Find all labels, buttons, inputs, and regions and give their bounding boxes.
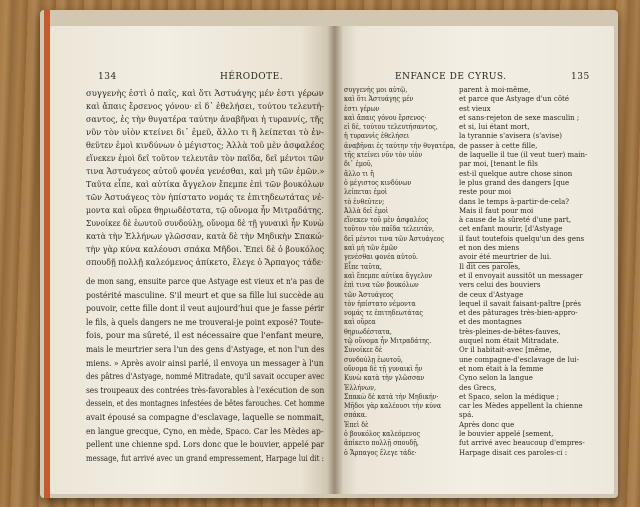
- french-gloss-line: il faut toutefois quelqu'un des gens: [459, 234, 585, 243]
- french-gloss-line: fut arrivé avec beaucoup d'empres-: [459, 439, 585, 448]
- french-gloss-line: Après donc que: [459, 420, 515, 429]
- french-gloss-line: et des pâturages très-bien-appro-: [459, 309, 578, 318]
- left-page-number: 134: [98, 72, 117, 82]
- greek-phrase-line: εἰ δὲ, τούτου τελευτήσαντος,: [344, 123, 438, 132]
- greek-phrase-line: ἐστι γέρων: [344, 104, 380, 113]
- right-interlinear-columns: [335, 86, 614, 486]
- greek-phrase-line: ὁ μέγιστος κινδύνων: [344, 178, 412, 187]
- greek-phrase-line: καὶ μὴ τῶν ἐμῶν: [344, 244, 398, 253]
- french-gloss-line: reste pour moi: [459, 188, 512, 197]
- fr-text-line: postérité masculine. S'il meurt et que sa fille lui succède au: [86, 290, 324, 301]
- french-gloss-line: de passer à cette fille,: [459, 141, 538, 150]
- french-gloss-line: auquel nom était Mitradate.: [459, 337, 559, 346]
- french-gloss-line: lequel il savait faisant-paître [prés: [459, 299, 582, 308]
- greek-phrase-line: θηριωδέστατα,: [344, 327, 392, 336]
- greek-phrase-line: εἵνεκεν τοῦ μὲν ἀσφαλέος: [344, 216, 429, 225]
- right-greek-column: [344, 86, 468, 458]
- fr-text-line: dessein, et des montagnes infestées de bêtes farouches. Cet homme: [86, 399, 325, 410]
- left-page-running-title: HÉRODOTE.: [220, 72, 284, 82]
- greek-phrase-line: καὶ ἄπαις γόνου ἔρσενος·: [344, 113, 427, 122]
- greek-text-line: Ταῦτα εἶπε, καὶ αὐτίκα ἄγγελον ἔπεμπε ἐπὶ τῶν βουκόλων: [86, 180, 324, 190]
- greek-phrase-line: Σπακὼ δὲ κατὰ τὴν Μηδικήν·: [344, 392, 439, 401]
- french-gloss-line: la tyrannie s'avisera (s'avise): [459, 132, 562, 141]
- french-gloss-line: de ceux d'Astyage: [459, 290, 524, 299]
- french-gloss-line: car les Mèdes appellent la chienne: [459, 402, 583, 411]
- greek-phrase-line: ἐπὶ τινα τῶν βουκόλων: [344, 281, 419, 290]
- greek-phrase-line: σπάκα.: [344, 411, 367, 420]
- greek-phrase-line: Εἶπε ταῦτα,: [344, 262, 382, 271]
- greek-text-line: καὶ ἄπαις ἔρσενος γόνου· εἰ δ᾿ ἐθελήσει, τούτου τελευτή-: [86, 102, 324, 112]
- greek-phrase-line: καὶ ὅτι Ἀστυάγης μέν: [344, 95, 414, 104]
- french-gloss-line: et sans-rejeton de sexe masculin ;: [459, 113, 580, 122]
- greek-text-line: σαντος, ἐς τὴν θυγατέρα ταύτην ἀναβῆναι ἡ τυραννίς, τῆς: [86, 115, 324, 125]
- greek-phrase-line: τῆς κτείνει νῦν τὸν υἱὸν: [344, 151, 423, 160]
- french-gloss-line: des Grecs,: [459, 383, 497, 392]
- greek-phrase-line: Ἀλλὰ δεῖ ἐμοὶ: [344, 206, 389, 215]
- right-page-number: 135: [571, 72, 590, 82]
- greek-text-line: τινα Ἀστυάγεος αὐτοῦ φονέα γενέσθαι, καὶ μὴ τῶν ἐμῶν.»: [86, 167, 325, 177]
- fr-text-line: ses troupeaux des contrées très-favorables à l'exécution de son: [86, 385, 325, 396]
- french-gloss-line: spá.: [459, 411, 474, 420]
- greek-phrase-line: συνδούλῃ ἑωυτοῦ,: [344, 355, 403, 364]
- greek-phrase-line: ὁ βουκόλος καλεόμενος: [344, 429, 421, 438]
- greek-text-line: Συνοίκεε δὲ ἑωυτοῦ συνδούλῃ, οὔνομα δὲ τῇ γυναικὶ ἦν Κυνὼ: [86, 219, 324, 229]
- greek-phrase-line: ἡ τυραννὶς ἐθελήσει: [344, 132, 410, 141]
- french-gloss-line: et Spaco, selon la médique ;: [459, 392, 559, 401]
- greek-phrase-line: καὶ οὔρεα: [344, 318, 376, 327]
- greek-phrase-line: καὶ ἔπεμπε αὐτίκα ἄγγελον: [344, 271, 433, 280]
- french-gloss-line: cet enfant mourir, [d'Astyage: [459, 225, 563, 234]
- right-page: [335, 26, 614, 494]
- fr-text-line: miens. » Après avoir ainsi parlé, il envoya un messager à l'un: [86, 358, 324, 369]
- fr-text-line: des pâtres d'Astyage, nommé Mitradate, qu'il savait occuper avec: [86, 372, 325, 383]
- fr-text-line: de mon sang, ensuite parce que Astyage est vieux et n'a pas de: [86, 277, 325, 287]
- greek-phrase-line: δεῖ μέντοι τινα τῶν Ἀστυάγεος: [344, 234, 445, 243]
- fr-text-line: pouvoir, cette fille dont il veut aujourd'hui que je fasse périr: [86, 304, 325, 315]
- french-gloss-line: très-pleines-de-bêtes-fauves,: [459, 327, 561, 336]
- french-gloss-line: et nom était à la femme: [459, 364, 544, 373]
- greek-phrase-line: Μῆδοι γὰρ καλέουσι τὴν κύνα: [344, 402, 442, 411]
- fr-text-line: mais le meurtrier sera l'un des gens d'Astyage, et non l'un des: [86, 345, 325, 355]
- french-gloss-line: et non des miens: [459, 244, 520, 253]
- left-page: [50, 26, 335, 494]
- french-gloss-line: par moi, [tenant le fils: [459, 160, 538, 169]
- french-gloss-line: est vieux: [459, 104, 491, 113]
- french-gloss-line: et il envoyait aussitôt un messager: [459, 271, 583, 280]
- greek-phrase-line: ἀναβῆναι ἐς ταύτην τὴν θυγατέρα,: [344, 141, 456, 150]
- french-gloss-line: Il dit ces paroles,: [459, 262, 521, 271]
- right-french-column: [459, 86, 587, 458]
- greek-phrase-line: τοῦτον τὸν παῖδα τελευτᾶν,: [344, 225, 434, 234]
- french-gloss-line: le plus grand des dangers [que: [459, 178, 570, 187]
- greek-phrase-line: τὸ ἐνθεῦτεν;: [344, 197, 385, 206]
- french-gloss-line: une compagne-d'esclavage de lui-: [459, 355, 579, 364]
- fr-text-line: fois, pour ma sûreté, il est nécessaire que l'enfant meure,: [86, 331, 324, 342]
- greek-phrase-line: νομάς τε ἐπιτηδεωτάτας: [344, 309, 423, 318]
- greek-phrase-line: Ἑλλήνων,: [344, 383, 376, 392]
- greek-phrase-line: οὔνομα δὲ τῇ γυναικὶ ἦν: [344, 364, 423, 373]
- greek-phrase-line: γενέσθαι φονέα αὐτοῦ.: [344, 253, 418, 262]
- greek-phrase-line: συγγενὴς μοι αὐτῷ,: [344, 86, 408, 94]
- fr-text-line: en langue grecque, Cyno, en mède, Spaco. Car les Mèdes ap-: [86, 426, 324, 437]
- french-gloss-line: et parce que Astyage d'un côté: [459, 95, 570, 104]
- french-gloss-line: le bouvier appelé [sement,: [459, 429, 554, 438]
- greek-phrase-line: τῶν Ἀστυάγεος: [344, 290, 394, 299]
- fr-text-line: avait épousé sa compagne d'esclavage, laquelle se nommait,: [86, 413, 325, 423]
- french-gloss-line: à cause de la sûreté d'une part,: [459, 216, 572, 225]
- greek-phrase-line: ἀπίκετο πολλῇ σπουδῇ,: [344, 439, 419, 448]
- greek-text-line: κατὰ τὴν Ἑλλήνων γλῶσσαν, κατὰ δὲ τὴν Μηδικὴν Σπακώ·: [86, 232, 325, 242]
- greek-text-line: τῶν Ἀστυάγεος τὸν ἠπίστατο νομάς τε ἐπιτηδεωτάτας νέ-: [86, 193, 324, 203]
- greek-text-line: τὴν γὰρ κύνα καλέουσι σπάκα Μῆδοι. Ἐπεὶ δὲ ὁ βουκόλος: [86, 245, 325, 255]
- greek-phrase-line: τῷ οὔνομα ἦν Μιτραδάτης.: [344, 337, 432, 346]
- fr-text-line: le fils, à quels dangers ne me trouverai-je point exposé? Toute-: [86, 317, 324, 328]
- greek-phrase-line: λείπεται ἐμοὶ: [344, 188, 388, 197]
- french-gloss-line: Harpage disait ces paroles-ci :: [459, 448, 568, 457]
- right-page-running-title: ENFANCE DE CYRUS.: [395, 72, 507, 82]
- greek-text-line: θεῦτεν ἐμοὶ κινδύνων ὁ μέγιστος; Ἀλλὰ τοῦ μὲν ἀσφαλέος: [86, 141, 325, 151]
- french-gloss-line: vers celui des bouviers: [459, 281, 541, 290]
- greek-phrase-line: ἄλλο τι ἢ: [344, 169, 374, 178]
- greek-phrase-line: τὸν ἠπίστατο νέμοντα: [344, 299, 416, 308]
- french-gloss-line: et si, lui étant mort,: [459, 123, 530, 132]
- open-book: [40, 10, 618, 498]
- column-rule: [467, 262, 513, 263]
- fr-text-line: message, fut arrivé avec un grand empressement, Harpage lui dit :: [86, 453, 325, 464]
- french-gloss-line: Mais il faut pour moi: [459, 206, 534, 215]
- french-gloss-line: et des montagnes: [459, 318, 522, 327]
- book-gutter: [327, 26, 343, 494]
- greek-text-line: σπουδῇ πολλῇ καλεόμενος ἀπίκετο, ἔλεγε ὁ Ἅρπαγος τάδε·: [86, 258, 324, 268]
- french-gloss-line: parent à moi-même,: [459, 86, 531, 94]
- french-gloss-line: Cyno selon la langue: [459, 374, 533, 383]
- greek-text-line: μοντα καὶ οὔρεα θηριωδέστατα, τῷ οὔνομα ἦν Μιτραδάτης.: [86, 206, 324, 216]
- greek-phrase-line: ὁ Ἅρπαγος ἔλεγε τάδε·: [344, 448, 417, 457]
- french-gloss-line: est-il quelque autre chose sinon: [459, 169, 573, 178]
- greek-text-line: νῦν τὸν υἱὸν κτείνει δι᾿ ἐμεῦ, ἄλλο τι ἢ λείπεται τὸ ἐν-: [86, 128, 324, 138]
- greek-phrase-line: Συνοίκεε δὲ: [344, 346, 383, 355]
- greek-phrase-line: Ἐπεὶ δὲ: [344, 420, 369, 429]
- french-gloss-line: de laquelle il tue (il veut tuer) main-: [459, 151, 588, 160]
- greek-phrase-line: δι᾿ ἐμοῦ,: [344, 160, 373, 169]
- greek-text-line: εἵνεκεν ἐμοὶ δεῖ τοῦτον τελευτᾶν τὸν παῖδα, δεῖ μέντοι τῶν: [86, 154, 324, 164]
- french-gloss-line: dans le temps à-partir-de-cela?: [459, 197, 569, 206]
- french-gloss-line: Or il habitait-avec [même,: [459, 346, 552, 355]
- fr-text-line: pellent une chienne spd. Lors donc que le bouvier, appelé par: [86, 440, 325, 451]
- greek-text-line: συγγενὴς ἐστὶ ὁ παῖς, καὶ ὅτι Ἀστυάγης μέν ἐστι γέρων: [86, 89, 324, 99]
- french-gloss-line: avoir été meurtrier de lui.: [459, 253, 552, 262]
- greek-phrase-line: Κυνὼ κατὰ τὴν γλῶσσαν: [344, 374, 425, 383]
